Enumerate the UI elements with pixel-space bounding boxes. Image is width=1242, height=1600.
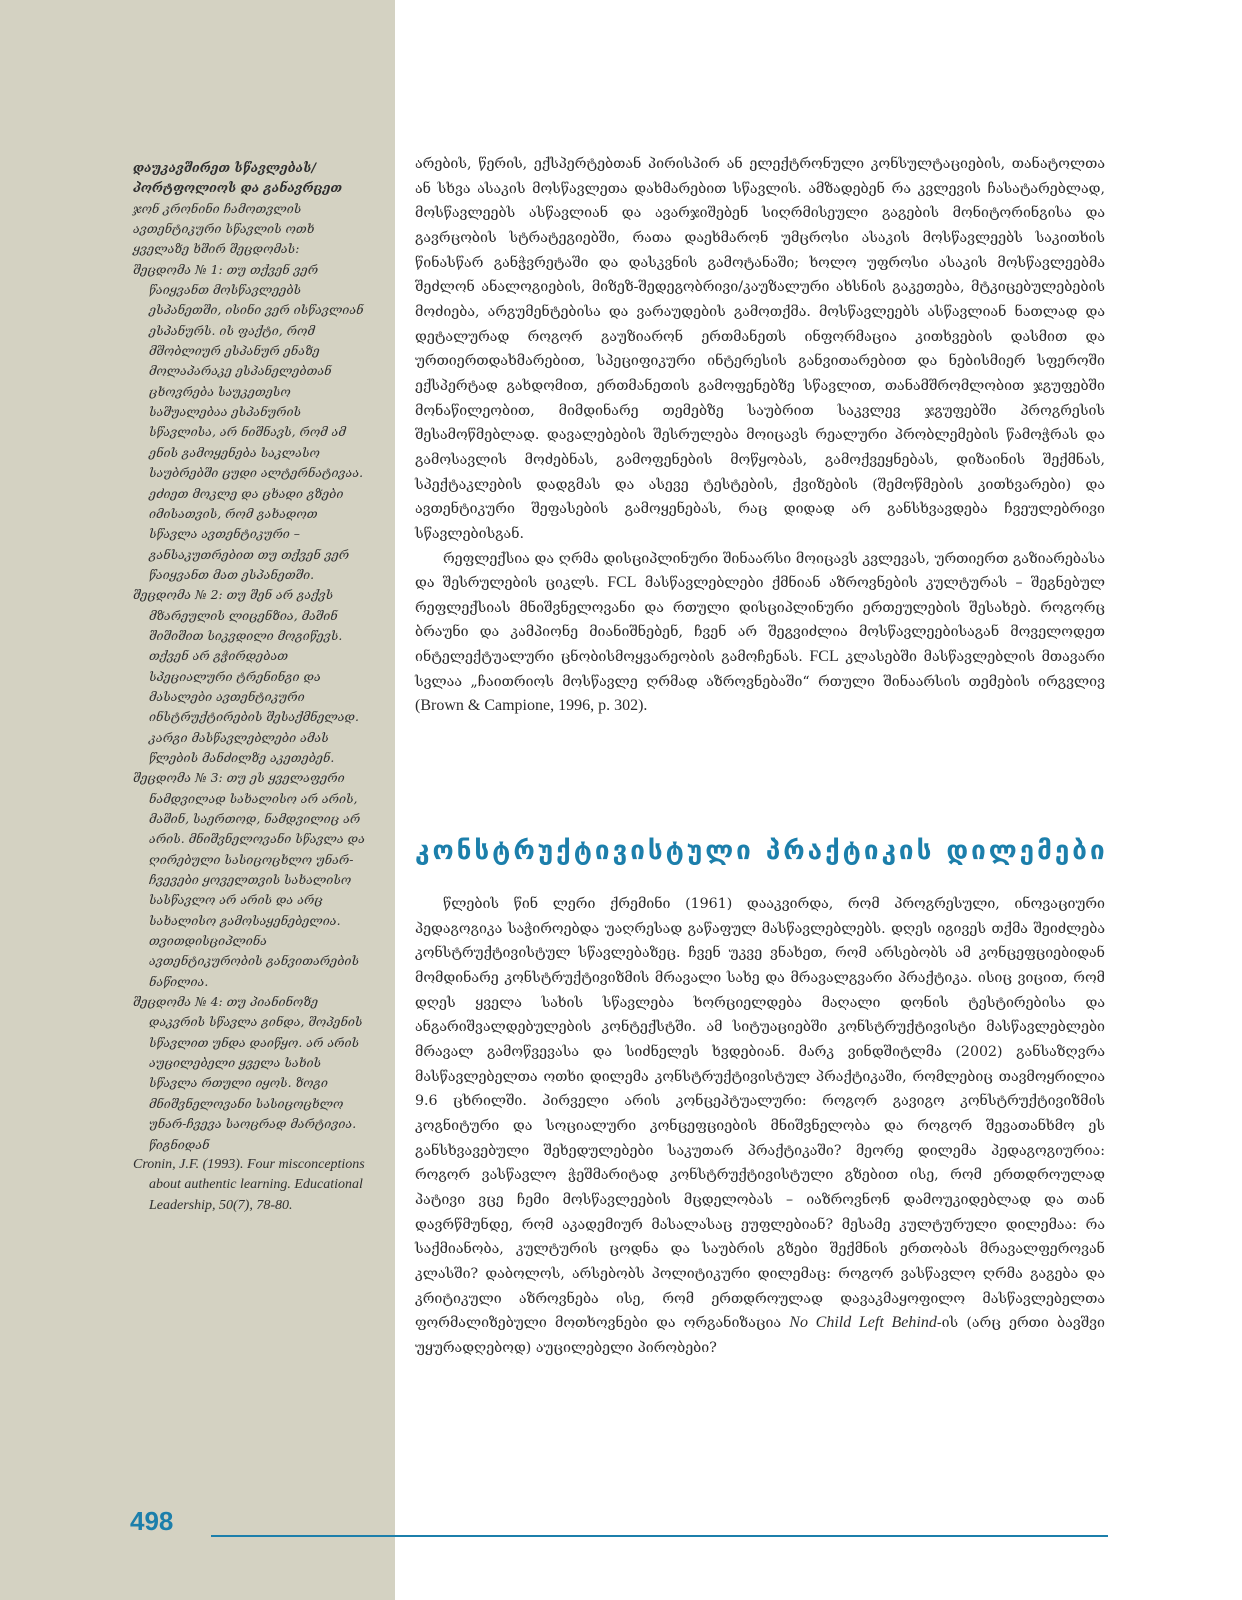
section-heading: კონსტრუქტივისტული პრაქტიკის დილემები xyxy=(415,836,1108,866)
paragraph-3 xyxy=(415,892,1105,1360)
paragraph-2 xyxy=(415,547,1105,720)
misconception-2: შეცდომა № 2: თუ შენ არ გაქვს მზარეულის ლიცენზია, მაშინ შიშიშით სიკვდილი მოგიწევს. თქვენ არ გჭირდებათ სპეციალური ტრენინგი და მასალები ავთენტიკური ინსტრუქტირების შესაქმნელად. კარგი მასწავლებლები ამას წლების მანძილზე აკეთებენ. xyxy=(133,587,359,765)
main-text-upper xyxy=(415,152,1105,719)
paragraph-2-part-a: რეფლექსია და ღრმა დისციპლინური შინაარსი მოიცავს კვლევას, ურთიერთ გაზიარებასა და შესრულების ციკლს. xyxy=(415,550,1105,592)
sidebar-note xyxy=(133,158,365,1216)
nclb-term: No Child Left Behind xyxy=(789,1314,937,1332)
sidebar-note-title: დაუკავშირეთ სწავლებას/ პორტფოლიოს და განავრცეთ xyxy=(133,160,342,196)
page-number: 498 xyxy=(130,1506,174,1536)
paragraph-3-part-a: წლების წინ ლერი ქრემინი (1961) დააკვირდა, რომ პროგრესული, ინოვაციური პედაგოგიკა საჭიროებდა უაღრესად გაწაფულ მასწავლებლებს. დღეს იგივეს თქმა შეიძლება კონსტრუქტივისტულ სწავლებაზეც. ჩვენ უკვე ვნახეთ, რომ არსებობს ამ კონცეფციებიდან მომდინარე კონსტრუქტივიზმის მრავალი სახე და მრავალგვარი პრაქტიკა. ისიც ვიცით, რომ დღეს ყველა სახის სწავლება ხორციელდება მაღალი დონის ტესტირებისა და ანგარიშვალდებულების კონტექსტში. ამ სიტუაციებში კონსტრუქტივისტი მასწავლებლები მრავალ გამოწვევასა და სიძნელეს ხვდებიან. მარკ ვინდშიტლმა (2002) განსაზღვრა მასწავლებელთა ოთხი დილემა კონსტრუქტივისტულ პრაქტიკაში, რომლებიც თავმოყრილია 9.6 ცხრილში. პირველი არის კონცეპტუალური: როგორ გავიგო კონსტრუქტივიზმის კოგნიტური და სოციალური კონცეფციების მნიშვნელობა და როგორ შევათანხმო ეს განსხვავებული შეხედულებები საკუთარ პრაქტიკაში? მეორე დილემა პედაგოგიურია: როგორ ვასწავლო ჭეშმარიტად კონსტრუქტივისტული გზებით ისე, რომ ერთდროულად პატივი ვცე ჩემი მოსწავლეების მცდელობას – იაზროვნონ დამოუკიდებლად და თან დავრწმუნდე, რომ აკადემიურ მასალასაც ეუფლებიან? მესამე კულტურული დილემაა: რა საქმიანობა, კულტურის ცოდნა და საუბრის გზები შექმნის ერთობას მრავალფეროვან კლასში? დაბოლოს, არსებობს პოლიტიკური დილემაც: როგორ ვასწავლო ღრმა გაგება და კრიტიკული აზროვნება ისე, რომ ერთდროულად დავაკმაყოფილო მასწავლებელთა ფორმალიზებული მოთხოვნები და ორგანიზაცია xyxy=(415,896,1105,1332)
paragraph-2-part-c: კლასებში მასწავლებლის მთავარი სვლაა „ჩაითრიოს მოსწავლე ღრმად აზროვნებაში“ რთული შინაარსის თემების ირგვლივ xyxy=(415,649,1105,690)
fcl-term: FCL xyxy=(607,574,637,592)
paragraph-1: არების, წერის, ექსპერტებთან პირისპირ ან ელექტრონული კონსულტაციების, თანატოლთა ან სხვა ასაკის მოსწავლეთა დახმარებით სწავლის. ამზადებენ რა კვლევის ჩასატარებლად, მოსწავლეებს ასწავლიან და ავარჯიშებენ სიღრმისეული გაგების მონიტორინგისა და გავრცობის სტრატეგიებში, რათა დაეხმარონ უმცროსი ასაკის მოსწავლეებს საკითხის წინასწარ განჭვრეტაში და დასკვნის გამოტანაში; ხოლო უფროსი ასაკის მოსწავლეებმა შეძლონ ანალოგიების, მიზეზ-შედეგობრივი/კაუზალური ახსნის გაკეთება, მტკიცებულებების მოძიება, არგუმენტებისა და ვარაუდების გამოთქმა. მოსწავლეებს ასწავლიან ნათლად და დეტალურად როგორ გაუზიარონ ერთმანეთს ინფორმაცია კითხვების დასმით და ურთიერთდახმარებით, სპეციფიკური ინტერესის განვითარებით და ნებისმიერ სფეროში ექსპერტად გახდომით, ერთმანეთის გამოფენებზე სწავლით, თანამშრომლობით ჯგუფებში მონაწილეობით, მიმდინარე თემებზე საუბრით საკვლევ ჯგუფებში პროგრესის შესამოწმებლად. დავალებების შესრულება მოიცავს რეალური პრობლემების წამოჭრას და გამოსავლის მოძებნას, გამოფენების მოწყობას, გამოქვეყნებას, დიზაინის შექმნას, სპექტაკლების დადგმას და ასევე ტესტების, ქვიზების (შემოწმების კითხვარები) და ავთენტიკური შეფასების გამოყენებას, რაც დიდად არ განსხვავდება ჩვეულებრივი სწავლებისგან. xyxy=(415,156,1105,542)
misconception-4: შეცდომა № 4: თუ პიანინოზე დაკვრის სწავლა გინდა, შოპენის სწავლით უნდა დაიწყო. არ არის აუცილებელი ყველა სახის სწავლა რთული იყოს. ზოგი მნიშვნელოვანი სასიცოცხლო უნარ-ჩვევა საოცრად მარტივია. წიგნიდან xyxy=(133,994,363,1152)
misconception-3: შეცდომა № 3: თუ ეს ყველაფერი ნამდვილად სახალისო არ არის, მაშინ, საერთოდ, ნამდვილიც არ არის. მნიშვნელოვანი სწავლა და ღირებული სასიცოცხლო უნარ-ჩვევები ყოველთვის სახალისო სასწავლო არ არის და არც სახალისო გამოსაყენებელია. თვითდისციპლინა ავთენტიკურობის განვითარების ნაწილია. xyxy=(133,770,365,989)
sidebar-reference: Cronin, J.F. (1993). Four misconceptions about authentic learning. Educational Leadership, 50(7), 78-80. xyxy=(133,1156,365,1213)
footer-rule xyxy=(211,1535,1108,1537)
citation: (Brown & Campione, 1996, p. 302). xyxy=(415,697,648,715)
paragraph-2-part-b: მასწავლებლები ქმნიან აზროვნების კულტურას – შეგნებულ რეფლექსიას მნიშვნელოვანი და რთული დისციპლინური ერთეულების შესახებ. როგორც ბრაუნი და კამპიონე მიანიშნებენ, ჩვენ არ შეგვიძლია მოსწავლეებისაგან მოველოდეთ ინტელექტუალური ცნობისმოყვარეობის გამოჩენას. xyxy=(415,575,1105,666)
sidebar-note-intro: ჯონ კრონინი ჩამოთვლის ავთენტიკური სწავლის ოთხ ყველაზე ხშირ შეცდომას: xyxy=(133,200,315,257)
fcl-term: FCL xyxy=(809,648,839,666)
paragraph-3-part-b: -ის (არც ერთი ბავშვი უყურადღებოდ) აუცილებელი პირობები? xyxy=(415,1315,1105,1356)
main-text-lower xyxy=(415,892,1105,1360)
misconception-1: შეცდომა № 1: თუ თქვენ ვერ წაიყვანთ მოსწავლეებს ესპანეთში, ისინი ვერ ისწავლიან ესპანურს. ის ფაქტი, რომ მშობლიურ ესპანურ ენაზე მოლაპარაკე ესპანელებთან ცხოვრება საუკეთესო საშუალებაა ესპანურის სწავლისა, არ ნიშნავს, რომ ამ ენის გამოყენება საკლასო საუბრებში ცუდი ალტერნატივაა. ეძიეთ მოკლე და ცხადი გზები იმისათვის, რომ გახადოთ სწავლა ავთენტიკური – განსაკუთრებით თუ თქვენ ვერ წაიყვანთ მათ ესპანეთში. xyxy=(133,261,364,582)
